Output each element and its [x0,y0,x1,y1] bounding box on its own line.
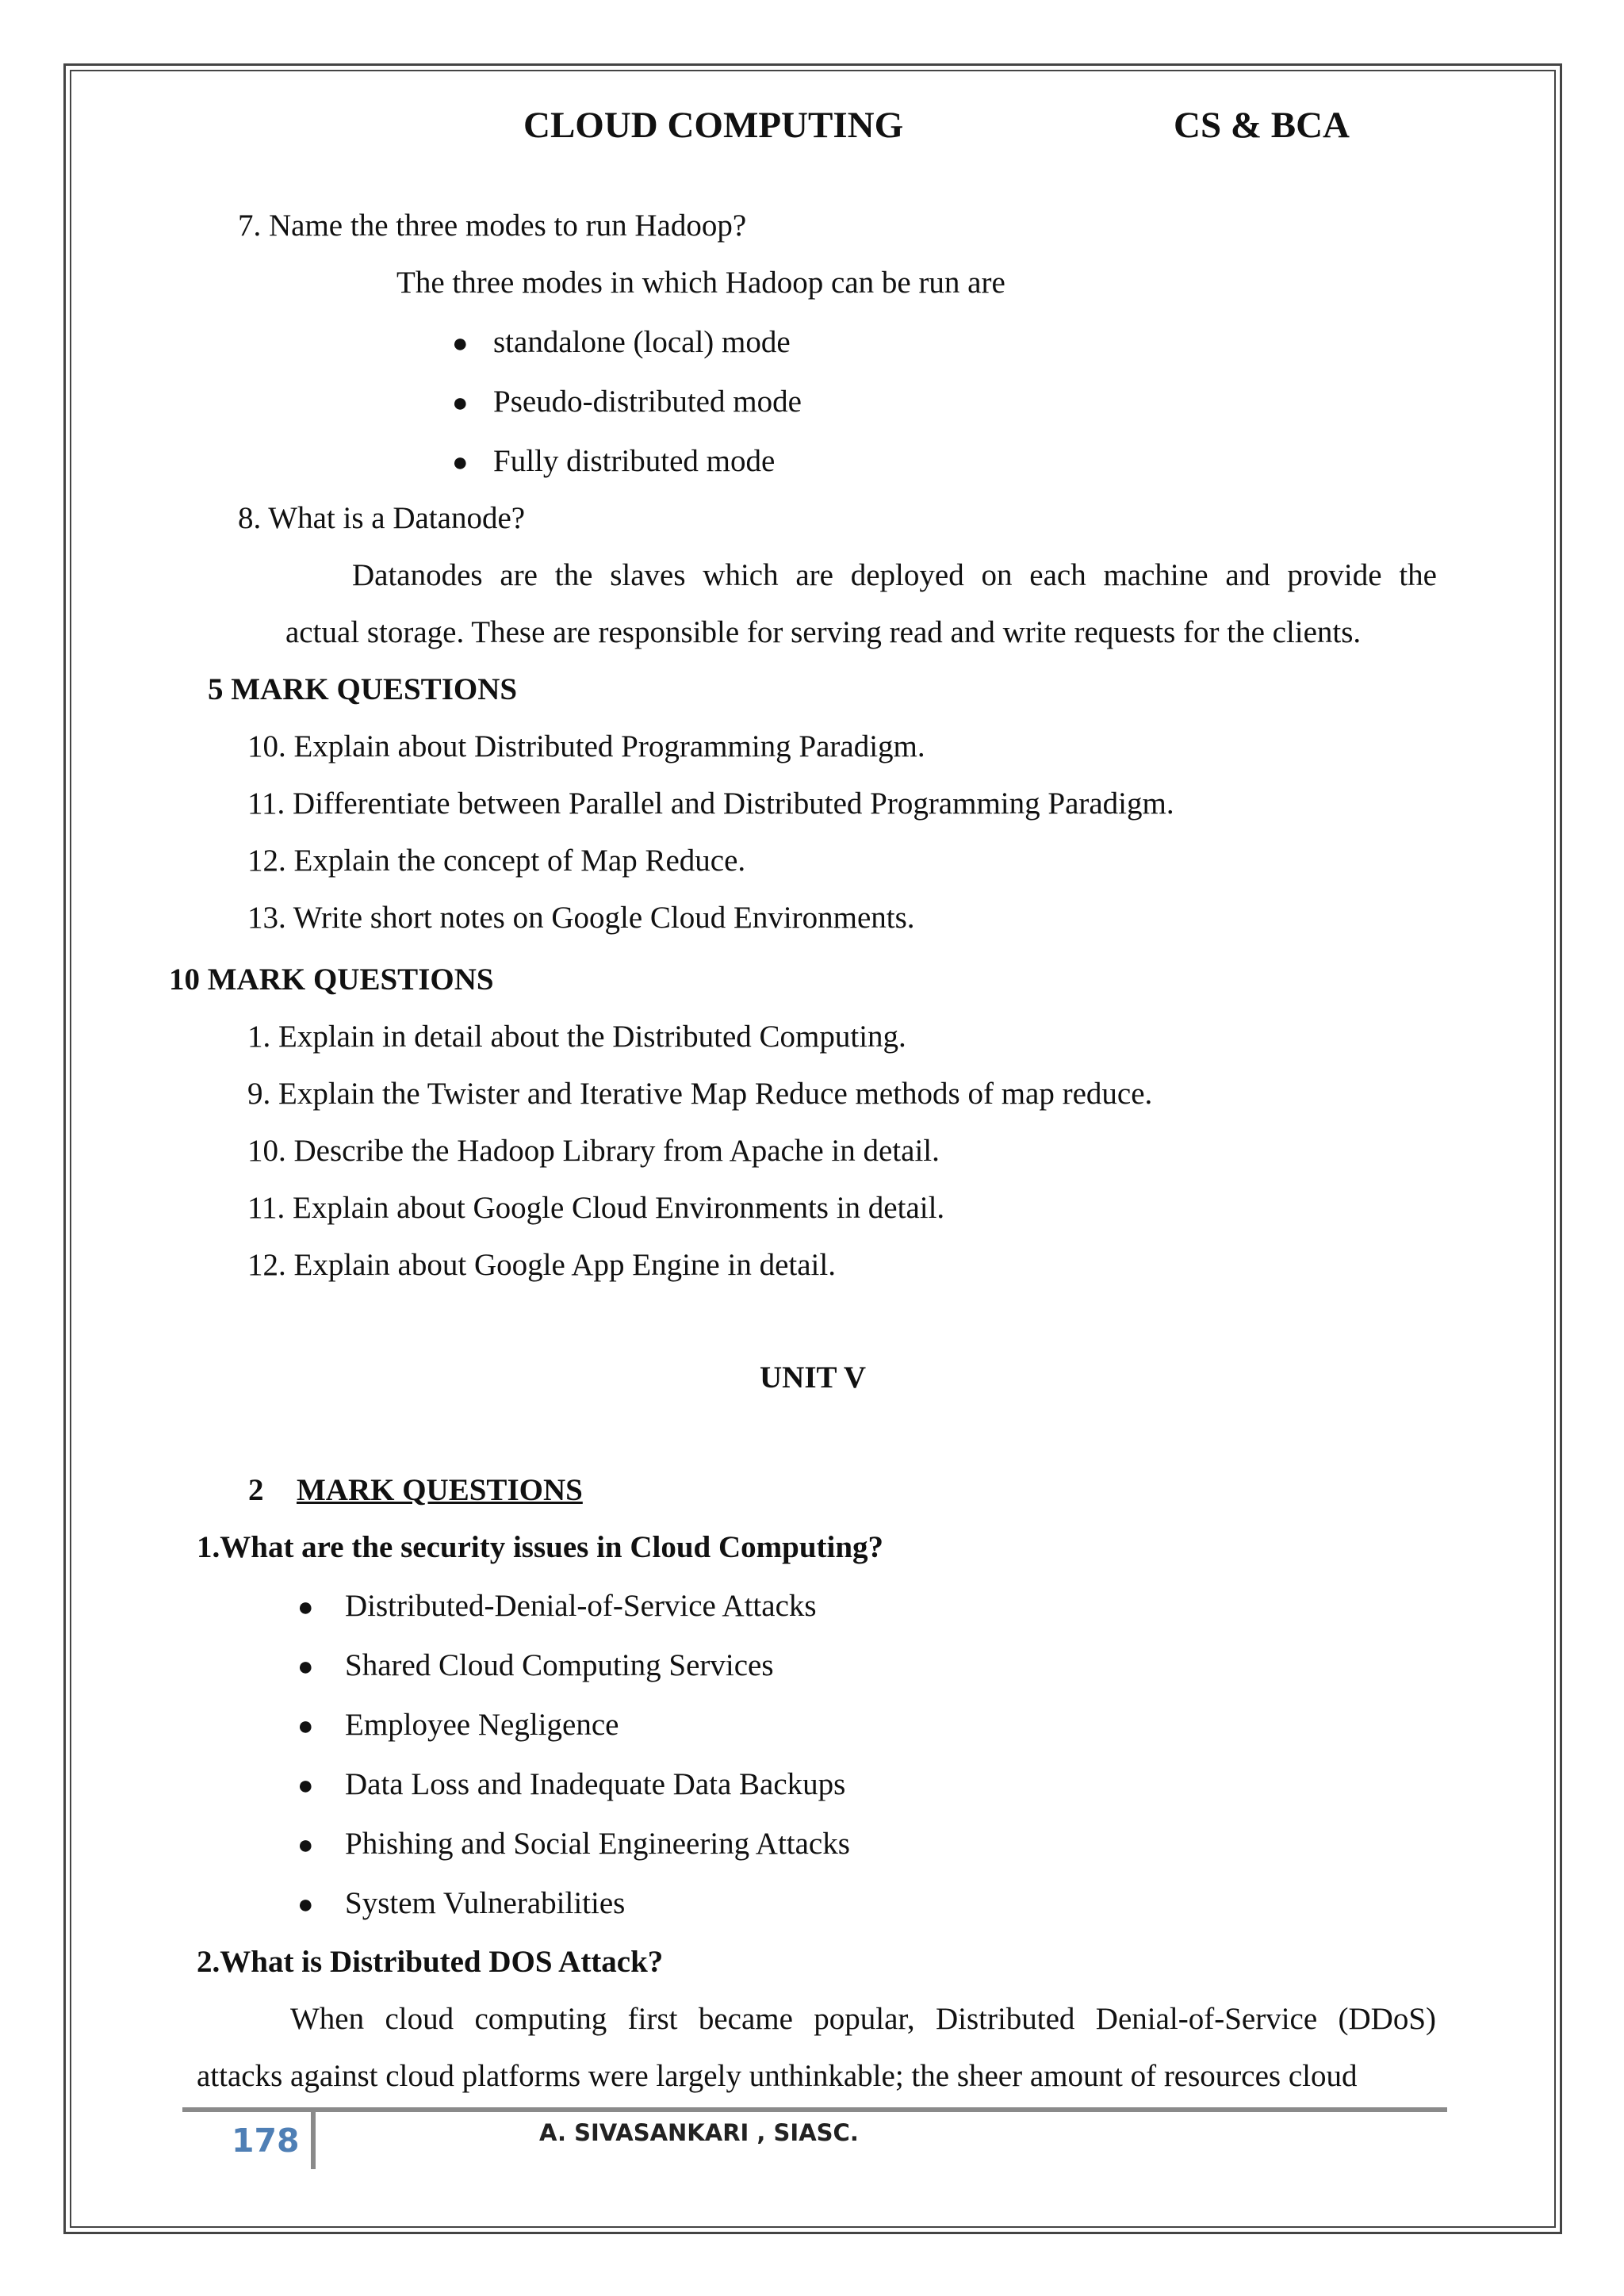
question-7: 7. Name the three modes to run Hadoop? [238,209,747,243]
header-course: CS & BCA [1174,105,1350,146]
list-item: 9. Explain the Twister and Iterative Map Reduce methods of map reduce. [247,1077,1153,1111]
question-7-intro: The three modes in which Hadoop can be run are [396,266,1005,300]
security-answer-line-2: attacks against cloud platforms were largely unthinkable; the sheer amount of resources cloud [197,2059,1358,2093]
footer-divider [311,2112,316,2169]
list-item: Pseudo-distributed mode [493,385,802,419]
list-item: 11. Differentiate between Parallel and Distributed Programming Paradigm. [247,786,1174,821]
bullet-icon: ● [297,1593,314,1622]
list-item: 10. Explain about Distributed Programming Paradigm. [247,729,925,763]
list-item: 11. Explain about Google Cloud Environments in detail. [247,1191,945,1225]
bullet-icon: ● [297,1831,314,1860]
five-mark-heading: 5 MARK QUESTIONS [208,672,518,706]
bullet-icon: ● [297,1771,314,1800]
list-item: Distributed-Denial-of-Service Attacks [345,1589,817,1623]
bullet-icon: ● [452,388,469,418]
list-item: Employee Negligence [345,1708,619,1742]
bullet-icon: ● [297,1712,314,1741]
security-answer-line-1: When cloud computing first became popular, Distributed Denial-of-Service (DDoS) [290,2002,1436,2036]
unit-heading: UNIT V [760,1360,867,1395]
footer-author: A. SIVASANKARI , SIASC. [539,2119,859,2146]
list-item: 12. Explain about Google App Engine in detail. [247,1248,836,1282]
list-item: 10. Describe the Hadoop Library from Apache in detail. [247,1134,940,1168]
list-item: System Vulnerabilities [345,1886,626,1920]
question-8-answer-line-1: Datanodes are the slaves which are deployed on each machine and provide the [352,558,1437,592]
bullet-icon: ● [297,1652,314,1682]
list-item: Fully distributed mode [493,444,776,478]
list-item: 1. Explain in detail about the Distributed Computing. [247,1020,906,1054]
two-mark-number: 2 [248,1473,264,1507]
security-question-1: 1.What are the security issues in Cloud Computing? [197,1530,884,1564]
footer-rule [182,2107,1447,2112]
bullet-icon: ● [297,1890,314,1919]
security-question-2: 2.What is Distributed DOS Attack? [197,1945,664,1979]
list-item: Data Loss and Inadequate Data Backups [345,1767,846,1801]
ten-mark-heading: 10 MARK QUESTIONS [169,962,494,997]
list-item: 12. Explain the concept of Map Reduce. [247,844,746,878]
two-mark-heading: MARK QUESTIONS [297,1473,583,1507]
list-item: Phishing and Social Engineering Attacks [345,1827,850,1861]
bullet-icon: ● [452,448,469,477]
bullet-icon: ● [452,329,469,358]
question-8: 8. What is a Datanode? [238,501,526,535]
header-title: CLOUD COMPUTING [523,105,904,146]
question-8-answer-line-2: actual storage. These are responsible for serving read and write requests for the clients. [285,615,1362,649]
list-item: 13. Write short notes on Google Cloud Environments. [247,901,915,935]
list-item: standalone (local) mode [493,325,791,359]
list-item: Shared Cloud Computing Services [345,1648,774,1682]
page-number: 178 [232,2122,300,2160]
